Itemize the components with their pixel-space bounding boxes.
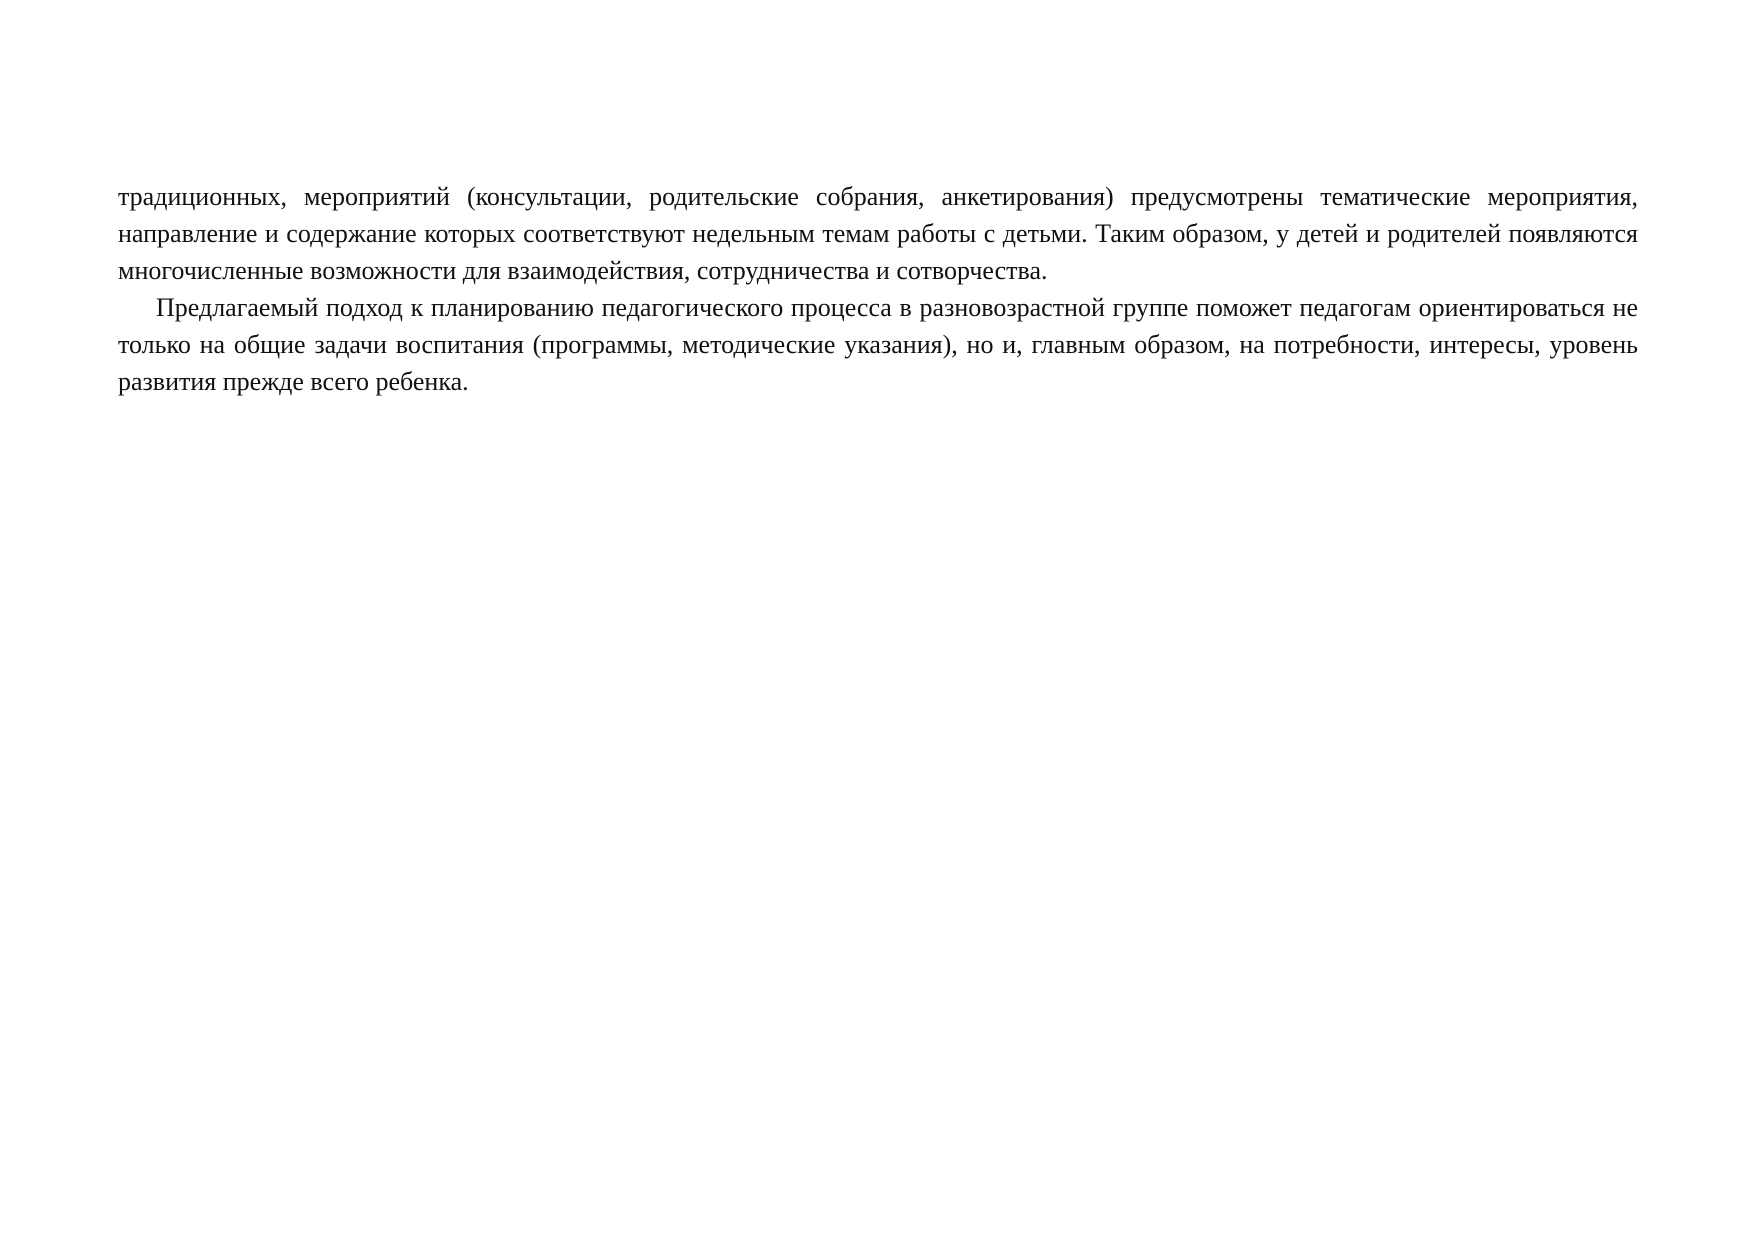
paragraph-planning-approach: Предлагаемый подход к планированию педагогического процесса в разновозрастной группе поможет педагогам ориентироваться не только на общие задачи воспитания (программы, методические указания), но и, главным образом, на потребности, интересы, уровень развития прежде всего ребенка. — [118, 293, 1638, 396]
paragraph-continuation: традиционных, мероприятий (консультации, родительские собрания, анкетирования) предусмотрены тематические мероприятия, направление и содержание которых соответствуют недельным темам работы с детьми. Таким образом, у детей и родителей появляются многочисленные возможности для взаимодействия, сотрудничества и сотворчества. — [118, 182, 1638, 285]
document-body — [118, 178, 1638, 400]
